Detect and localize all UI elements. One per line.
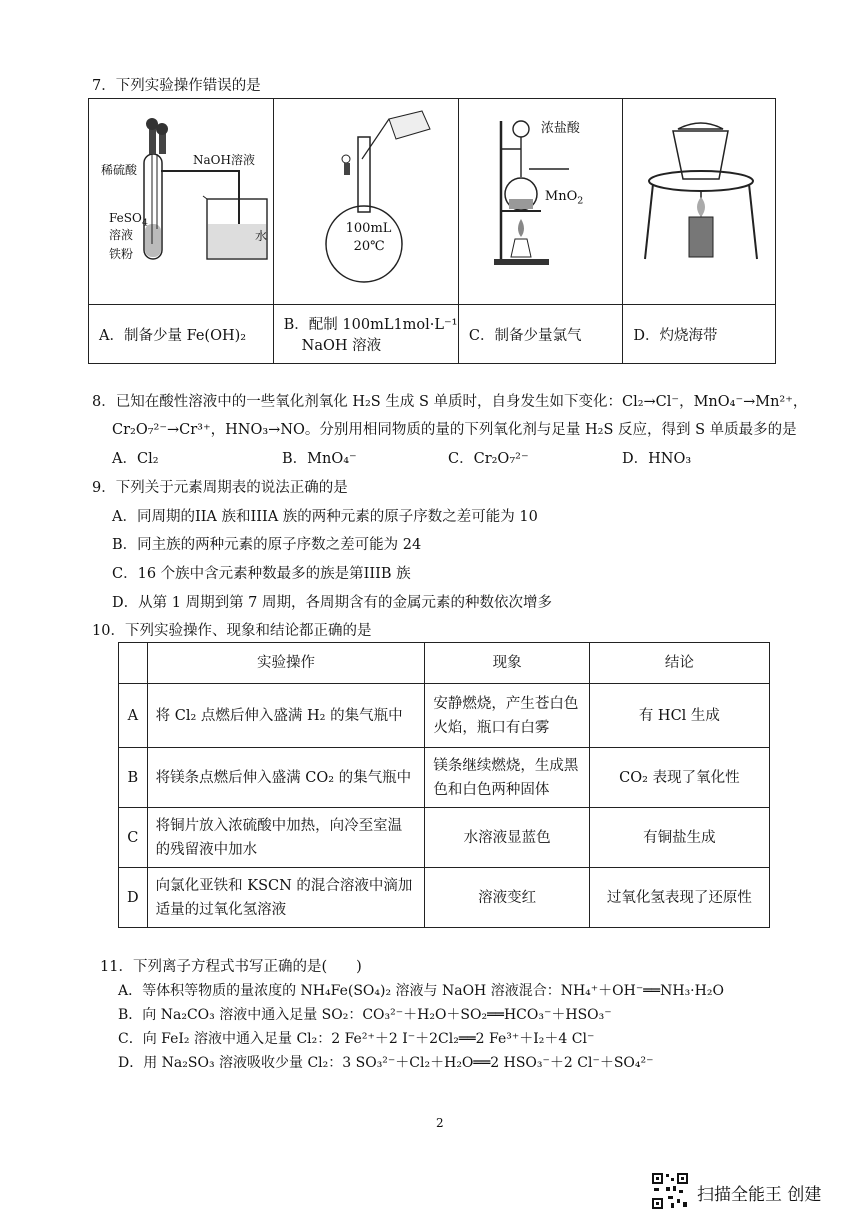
q7-caption-d: D．灼烧海带	[623, 305, 776, 364]
caption-b-line1: B．配制 100mL1mol·L⁻¹	[283, 317, 458, 333]
volumetric-flask-icon	[274, 99, 459, 304]
qr-code-icon	[651, 1172, 689, 1210]
q9-option-c: C．16 个族中含元素种数最多的族是第IIIB 族	[112, 566, 411, 582]
row-a-conclusion: 有 HCl 生成	[589, 684, 769, 748]
row-b-conclusion: CO₂ 表现了氧化性	[589, 748, 769, 808]
q7-figure-c	[458, 99, 622, 305]
q10-header-conclusion: 结论	[589, 643, 769, 684]
q10-header-phenomenon: 现象	[425, 643, 589, 684]
q7-figure-d	[623, 99, 776, 305]
q11-option-c: C．向 FeI₂ 溶液中通入足量 Cl₂：2 Fe²⁺＋2 I⁻＋2Cl₂══2 Fe³⁺＋I₂＋4 Cl⁻	[118, 1031, 595, 1047]
row-c-conclusion: 有铜盐生成	[589, 808, 769, 868]
row-d-conclusion: 过氧化氢表现了还原性	[589, 868, 769, 928]
q7-table	[88, 98, 776, 364]
row-letter-b: B	[119, 748, 148, 808]
row-b-phenomenon: 镁条继续燃烧，生成黑 色和白色两种固体	[425, 748, 589, 808]
q9-option-d: D．从第 1 周期到第 7 周期，各周期含有的金属元素的种数依次增多	[112, 595, 553, 611]
row-c-operation: 将铜片放入浓硫酸中加热，向冷至室温 的残留液中加水	[147, 808, 425, 868]
label-iron-powder: 铁粉	[109, 247, 134, 261]
q8-option-a: A．Cl₂	[112, 451, 159, 467]
q7-title: 7．下列实验操作错误的是	[92, 78, 261, 94]
table-row	[119, 748, 770, 808]
caption-b-line2: NaOH 溶液	[301, 338, 382, 354]
q8-line2: Cr₂O₇²⁻→Cr³⁺，HNO₃→NO。分别用相同物质的量的下列氧化剂与足量 H₂S 反应，得到 S 单质最多的是	[112, 422, 797, 438]
fe-oh2-apparatus-icon	[89, 99, 274, 304]
scanner-watermark: 扫描全能王 创建	[697, 1185, 822, 1205]
q7-figure-a	[89, 99, 274, 305]
label-mno2: MnO$_2$	[544, 189, 584, 207]
row-a-operation: 将 Cl₂ 点燃后伸入盛满 H₂ 的集气瓶中	[147, 684, 425, 748]
label-solution: 溶液	[109, 228, 134, 242]
row-d-operation: 向氯化亚铁和 KSCN 的混合溶液中滴加 适量的过氧化氢溶液	[147, 868, 425, 928]
label-flask-volume: 100mL	[345, 221, 392, 236]
row-c-phenomenon: 水溶液显蓝色	[425, 808, 589, 868]
label-flask-temp: 20℃	[353, 239, 385, 254]
label-feso4: FeSO$_4$	[109, 211, 148, 229]
row-letter-d: D	[119, 868, 148, 928]
row-a-phenomenon: 安静燃烧，产生苍白色 火焰，瓶口有白雾	[425, 684, 589, 748]
q10-title: 10．下列实验操作、现象和结论都正确的是	[92, 623, 372, 639]
q10-header-blank	[119, 643, 148, 684]
row-letter-c: C	[119, 808, 148, 868]
q8-option-d: D．HNO₃	[622, 451, 692, 467]
q7-figure-b	[273, 99, 458, 305]
q8-option-b: B．MnO₄⁻	[282, 451, 357, 467]
q9-title: 9．下列关于元素周期表的说法正确的是	[92, 480, 348, 496]
q10-table	[118, 642, 770, 928]
row-d-phenomenon: 溶液变红	[425, 868, 589, 928]
q11-title: 11．下列离子方程式书写正确的是( )	[100, 959, 362, 975]
table-row	[119, 684, 770, 748]
q11-option-b: B．向 Na₂CO₃ 溶液中通入足量 SO₂：CO₃²⁻＋H₂O＋SO₂══HCO₃⁻＋HSO₃⁻	[118, 1007, 612, 1023]
label-water: 水	[255, 229, 268, 243]
q9-option-a: A．同周期的IIA 族和IIIA 族的两种元素的原子序数之差可能为 10	[112, 509, 538, 525]
q10-header-operation: 实验操作	[147, 643, 425, 684]
table-row	[119, 868, 770, 928]
crucible-tripod-icon	[623, 99, 776, 304]
table-row	[119, 808, 770, 868]
q11-option-a: A．等体积等物质的量浓度的 NH₄Fe(SO₄)₂ 溶液与 NaOH 溶液混合：NH₄⁺＋OH⁻══NH₃·H₂O	[118, 983, 724, 999]
label-naoh-solution: NaOH溶液	[193, 153, 255, 167]
q9-option-b: B．同主族的两种元素的原子序数之差可能为 24	[112, 537, 422, 553]
q8-option-c: C．Cr₂O₇²⁻	[448, 451, 529, 467]
q7-caption-b	[273, 305, 458, 364]
q11-option-d: D．用 Na₂SO₃ 溶液吸收少量 Cl₂：3 SO₃²⁻＋Cl₂＋H₂O══2 HSO₃⁻＋2 Cl⁻＋SO₄²⁻	[118, 1055, 654, 1071]
label-conc-hcl: 浓盐酸	[540, 121, 580, 136]
page-number: 2	[436, 1116, 444, 1130]
q7-caption-a: A．制备少量 Fe(OH)₂	[89, 305, 274, 364]
q7-caption-c: C．制备少量氯气	[458, 305, 622, 364]
q8-line1: 8．已知在酸性溶液中的一些氧化剂氧化 H₂S 生成 S 单质时，自身发生如下变化：Cl₂→Cl⁻，MnO₄⁻→Mn²⁺，	[92, 394, 808, 410]
label-dilute-sulfuric-acid: 稀硫酸	[101, 163, 138, 177]
row-b-operation: 将镁条点燃后伸入盛满 CO₂ 的集气瓶中	[147, 748, 425, 808]
row-letter-a: A	[119, 684, 148, 748]
